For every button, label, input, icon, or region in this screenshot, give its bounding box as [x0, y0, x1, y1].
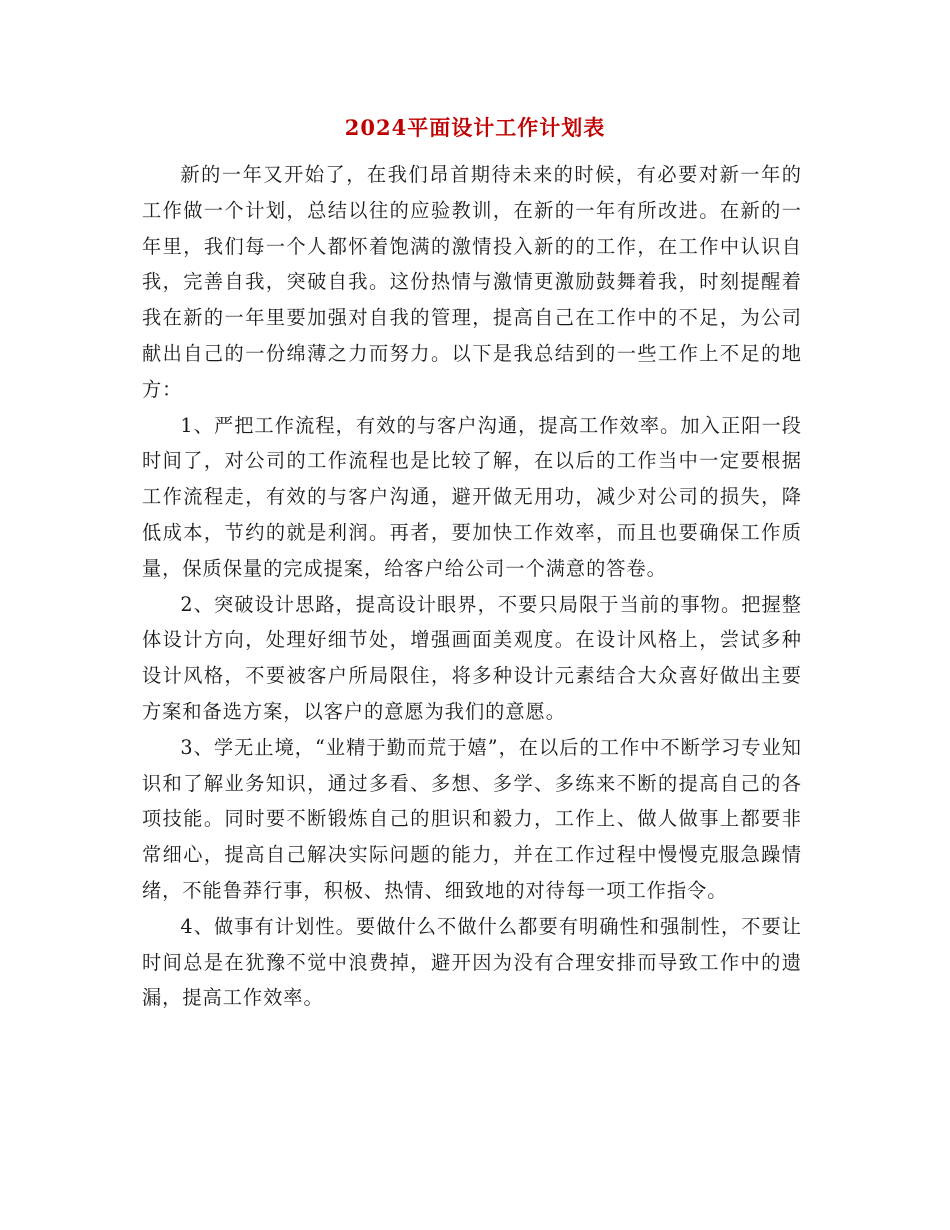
paragraph-item-4: 4、做事有计划性。要做什么不做什么都要有明确性和强制性，不要让时间总是在犹豫不觉中浪费掉，避开因为没有合理安排而导致工作中的遗漏，提高工作效率。: [142, 914, 802, 1010]
paragraph-item-1: 1、严把工作流程，有效的与客户沟通，提高工作效率。加入正阳一段时间了，对公司的工作流程也是比较了解，在以后的工作当中一定要根据工作流程走，有效的与客户沟通，避开做无用功，减少对公司的损失，降低成本，节约的就是利润。再者，要加快工作效率，而且也要确保工作质量，保质保量的完成提案，给客户给公司一个满意的答卷。: [142, 413, 802, 580]
paragraph-item-3: 3、学无止境，“业精于勤而荒于嬉”，在以后的工作中不断学习专业知识和了解业务知识，通过多看、多想、多学、多练来不断的提高自己的各项技能。同时要不断锻炼自己的胆识和毅力，工作上、做人做事上都要非常细心，提高自己解决实际问题的能力，并在工作过程中慢慢克服急躁情绪，不能鲁莽行事，积极、热情、细致地的对待每一项工作指令。: [142, 735, 802, 902]
paragraph-intro: 新的一年又开始了，在我们昂首期待未来的时候，有必要对新一年的工作做一个计划，总结以往的应验教训，在新的一年有所改进。在新的一年里，我们每一个人都怀着饱满的激情投入新的的工作，在工作中认识自我，完善自我，突破自我。这份热情与激情更激励鼓舞着我，时刻提醒着我在新的一年里要加强对自我的管理，提高自己在工作中的不足，为公司献出自己的一份绵薄之力而努力。以下是我总结到的一些工作上不足的地方：: [142, 163, 802, 401]
paragraph-item-2: 2、突破设计思路，提高设计眼界，不要只局限于当前的事物。把握整体设计方向，处理好细节处，增强画面美观度。在设计风格上，尝试多种设计风格，不要被客户所局限住，将多种设计元素结合大众喜好做出主要方案和备选方案，以客户的意愿为我们的意愿。: [142, 592, 802, 723]
document-body: [142, 157, 802, 1016]
document-title: 2024平面设计工作计划表: [344, 115, 606, 140]
